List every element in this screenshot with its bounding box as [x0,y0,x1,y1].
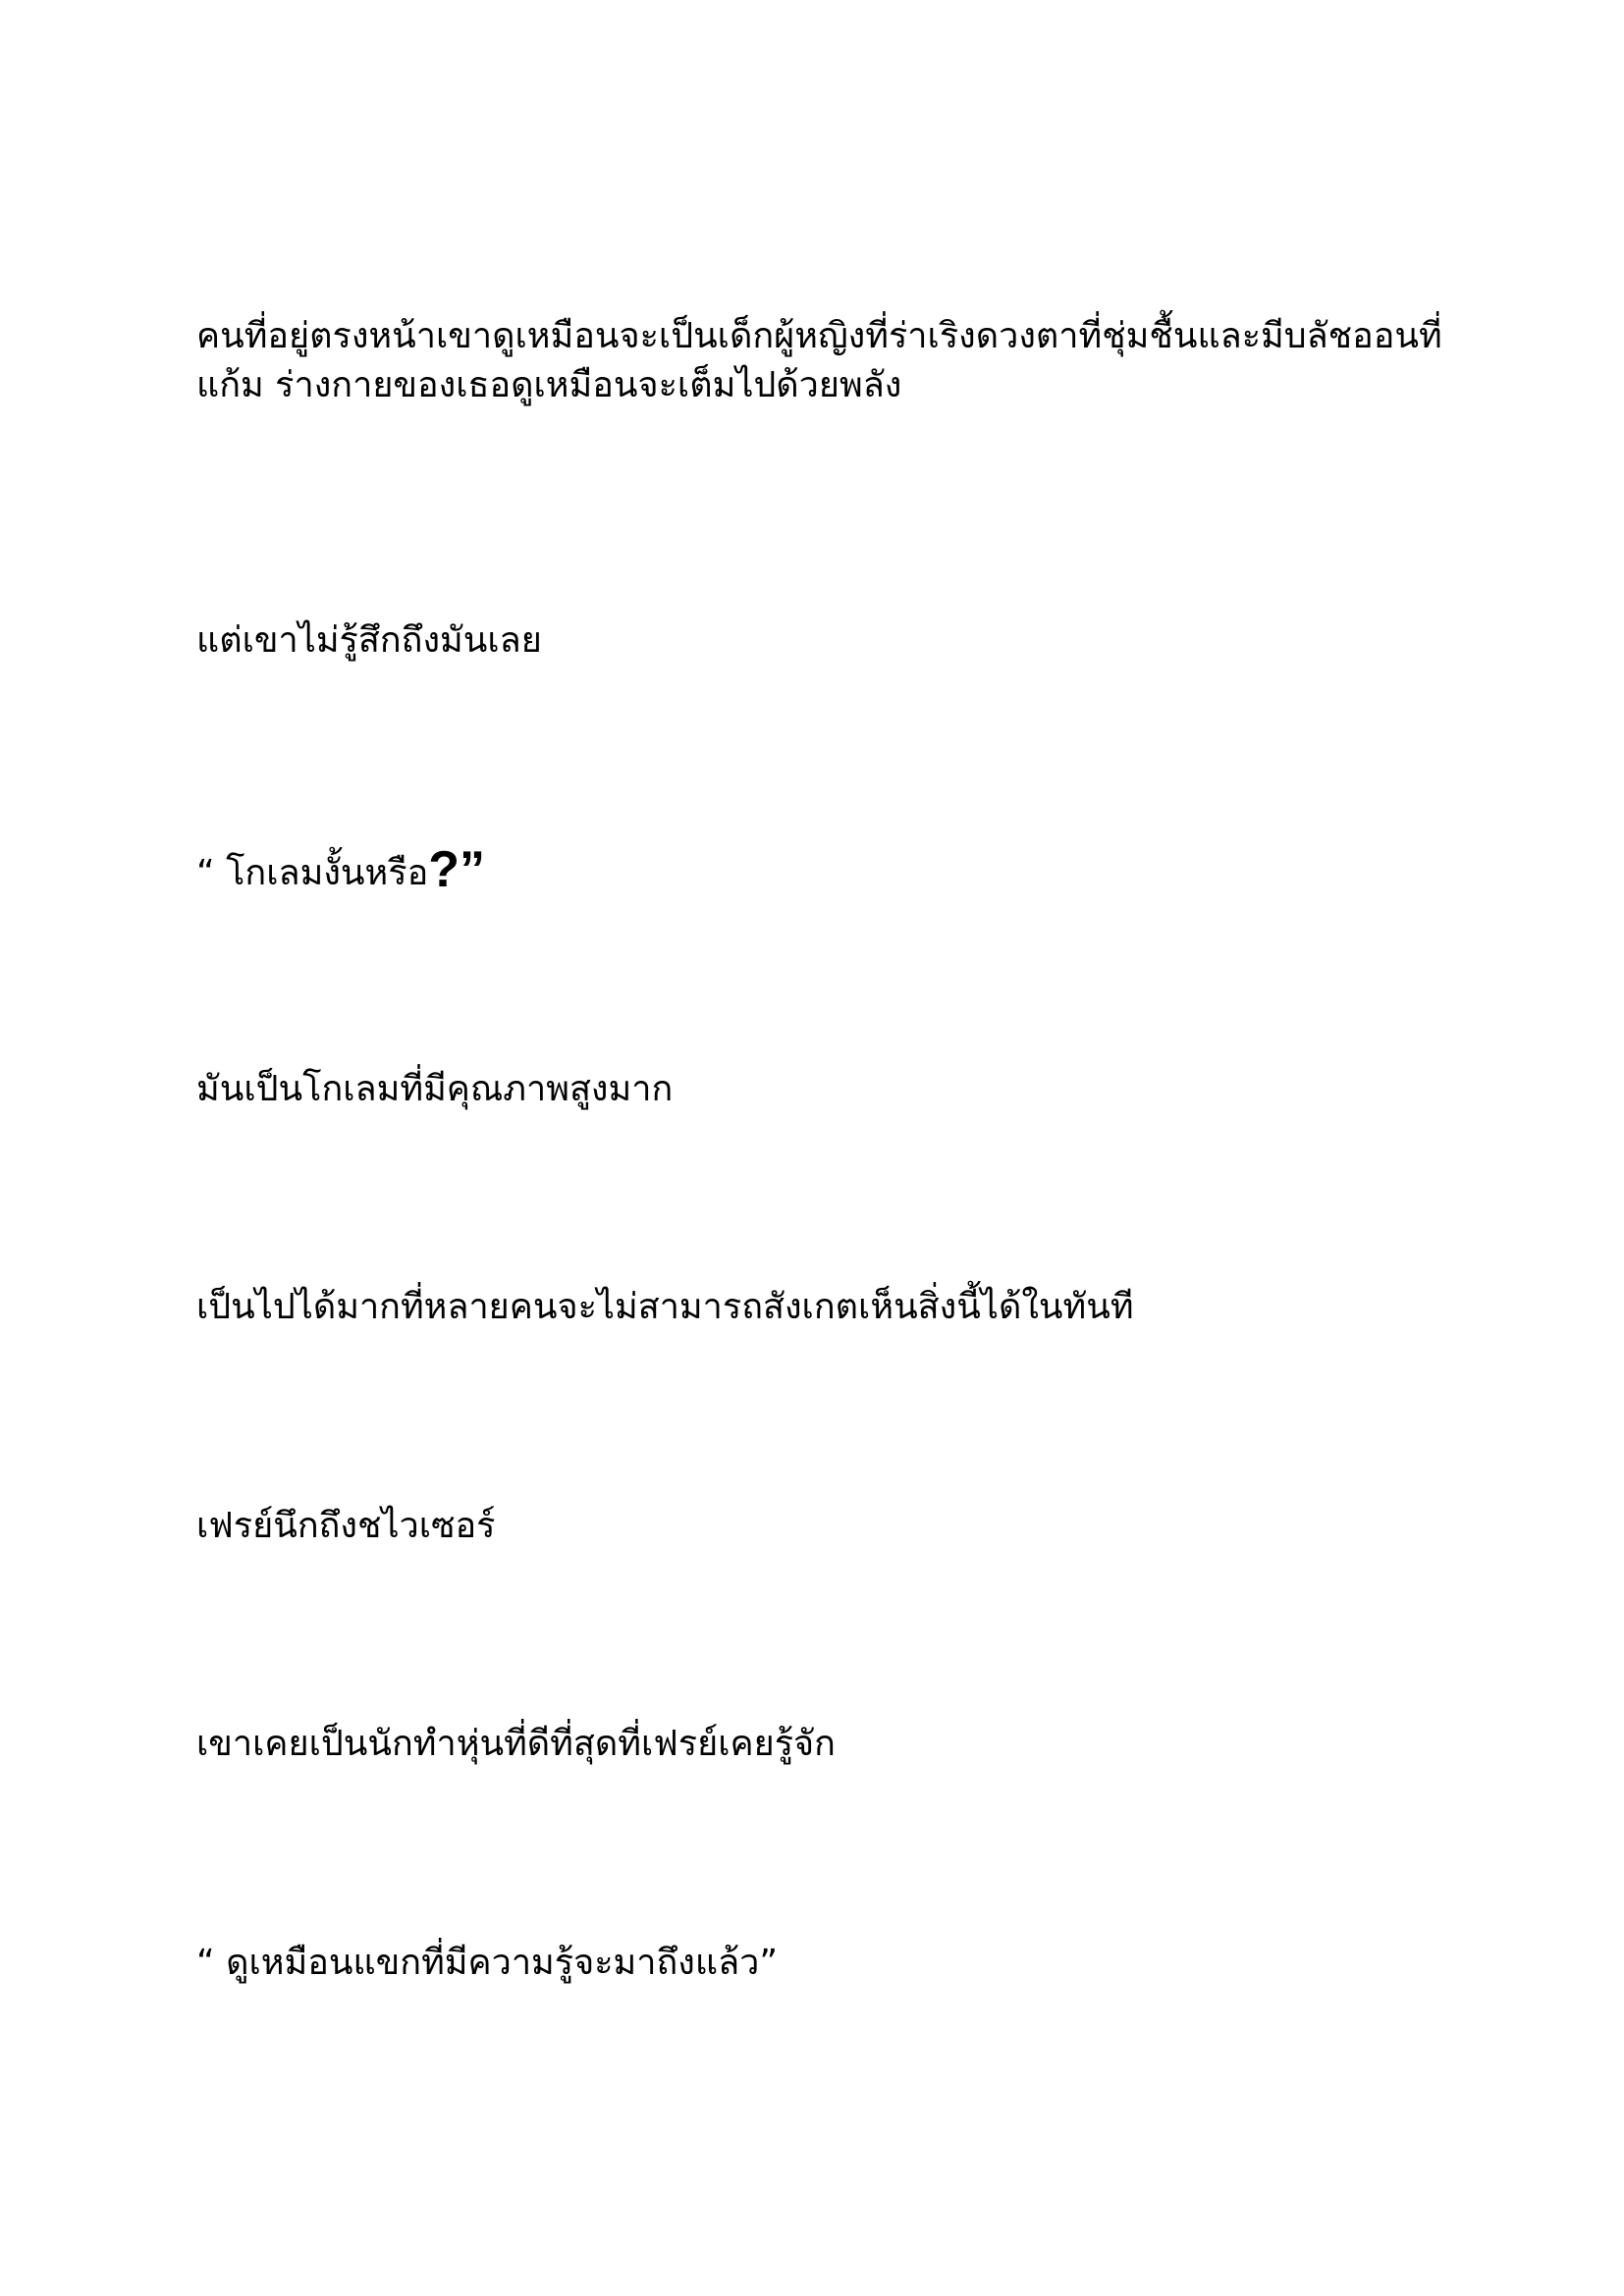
paragraph-line: เป็นไปได้มากที่หลายคนจะไม่สามารถสังเกตเห็นสิ่งนี้ได้ในทันที [196,1287,1134,1327]
paragraph-line: เฟรย์นึกถึงชไวเซอร์ [196,1506,496,1546]
paragraph-guest-arrived [196,1939,778,1988]
paragraph-girl-description [196,312,1442,411]
paragraph-high-quality [196,1065,673,1114]
paragraph-frey-thinks [196,1502,495,1551]
paragraph-not-notice [196,1283,1134,1332]
paragraph-line: แก้ม ร่างกายของเธอดูเหมือนจะเต็มไปด้วยพลัง [196,365,902,406]
paragraph-puppet-maker [196,1720,836,1769]
paragraph-line: มันเป็นโกเลมที่มีคุณภาพสูงมาก [196,1069,674,1109]
paragraph-no-feeling [196,616,542,666]
paragraph-line [196,834,485,906]
paragraph-line: “ ดูเหมือนแขกที่มีความรู้จะมาถึงแล้ว” [196,1943,778,1983]
paragraph-line: แต่เขาไม่รู้สึกถึงมันเลย [196,620,542,661]
paragraph-line: คนที่อยู่ตรงหน้าเขาดูเหมือนจะเป็นเด็กผู้หญิงที่ร่าเริงดวงตาที่ชุ่มชื้นและมีบลัชออนที่ [196,316,1442,356]
paragraph-line: เขาเคยเป็นนักทำหุ่นที่ดีที่สุดที่เฟรย์เคยรู้จัก [196,1724,836,1764]
quote-text: “ โกเลมงั้นหรือ [196,853,429,893]
paragraph-golem-question [196,834,485,906]
question-mark: ?” [428,841,485,898]
